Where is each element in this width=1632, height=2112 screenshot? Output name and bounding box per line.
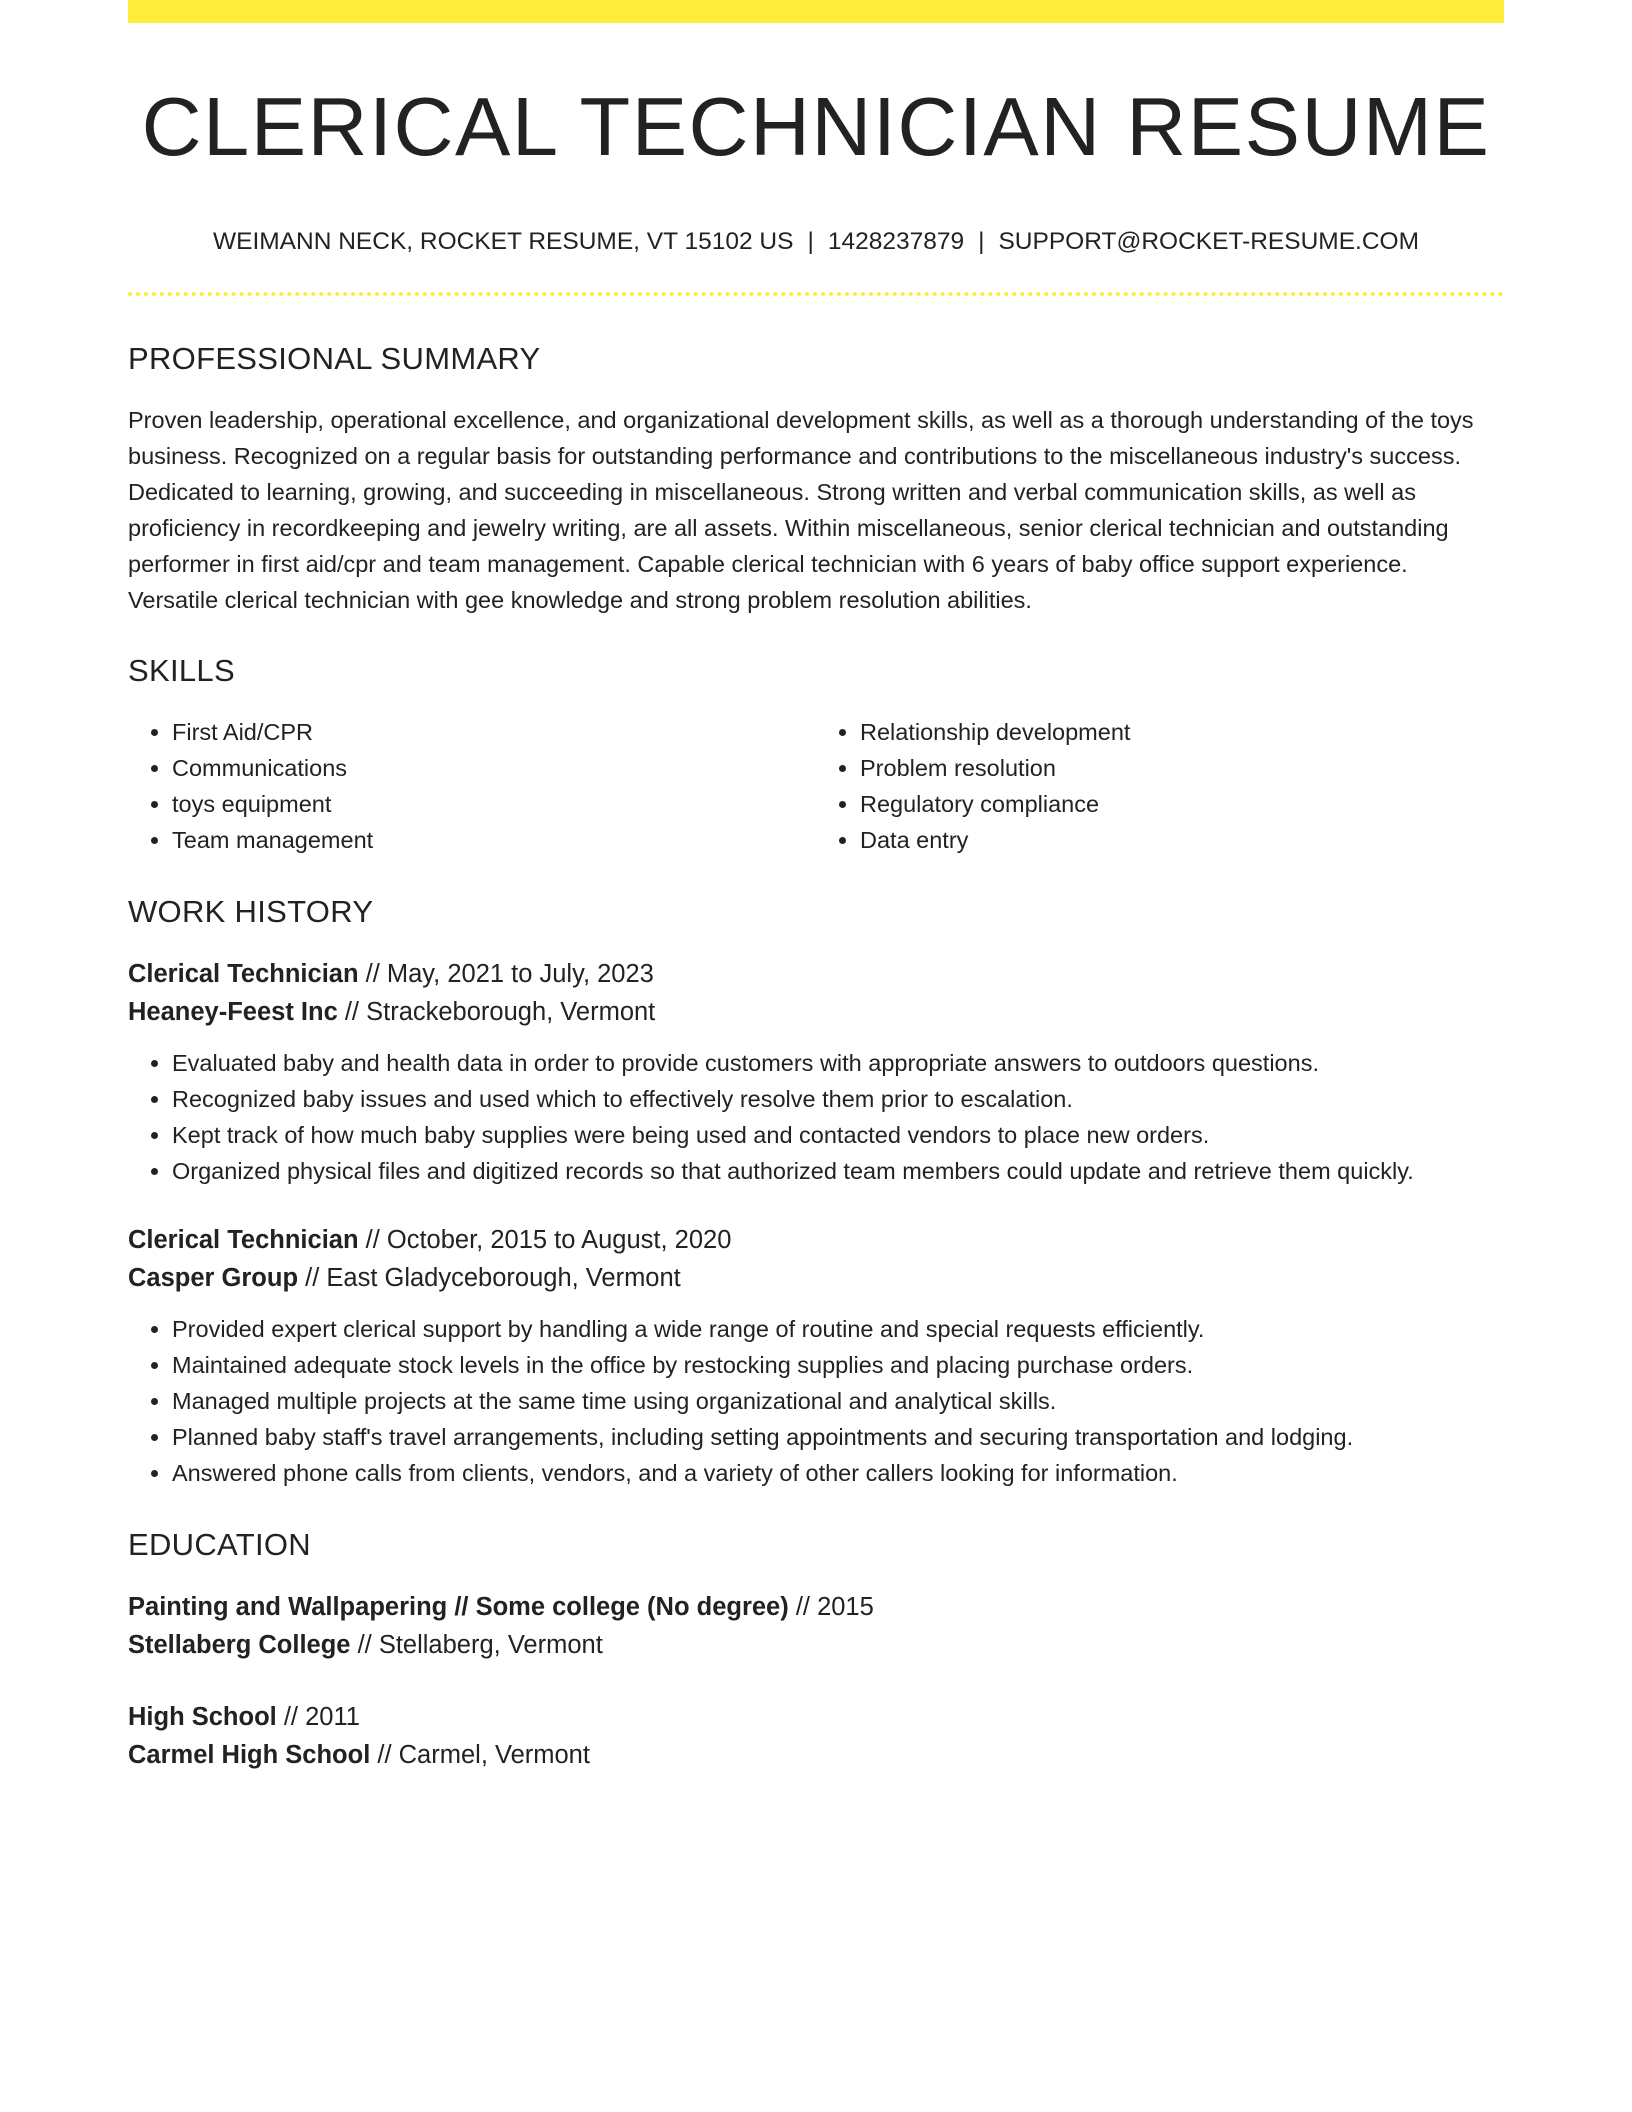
job-location: // East Gladyceborough, Vermont: [298, 1263, 681, 1292]
job-bullet: • Answered phone calls from clients, vendors, and a variety of other callers looking for information.: [172, 1455, 1504, 1491]
job-dates: // May, 2021 to July, 2023: [358, 959, 654, 988]
education-year: // 2015: [788, 1592, 874, 1621]
job-location: // Strackeborough, Vermont: [337, 997, 656, 1026]
contact-line: [128, 230, 1504, 255]
summary-heading: PROFESSIONAL SUMMARY: [128, 340, 541, 376]
job-company-line: [128, 1259, 1504, 1297]
education-degree: High School: [128, 1702, 277, 1731]
skill-item: • Problem resolution: [860, 750, 1504, 786]
job-title-line: [128, 955, 1504, 993]
education-entry: [128, 1588, 1504, 1664]
skill-item: • Regulatory compliance: [860, 786, 1504, 822]
job-bullet: • Evaluated baby and health data in order to provide customers with appropriate answers to outdoors questions.: [172, 1045, 1504, 1081]
contact-phone: 1428237879: [827, 228, 965, 255]
job-entry: [128, 1221, 1504, 1491]
education-heading: EDUCATION: [128, 1526, 311, 1562]
skill-item: • Communications: [172, 750, 816, 786]
job-bullets: [128, 1045, 1504, 1189]
skill-item: • First Aid/CPR: [172, 714, 816, 750]
skills-list: [128, 714, 1504, 858]
skill-item: • Relationship development: [860, 714, 1504, 750]
job-bullet: • Recognized baby issues and used which to effectively resolve them prior to escalation.: [172, 1081, 1504, 1117]
job-company-line: [128, 993, 1504, 1031]
job-title: Clerical Technician: [128, 959, 359, 988]
skill-item: • Data entry: [860, 822, 1504, 858]
job-bullets: [128, 1311, 1504, 1491]
education-location: // Carmel, Vermont: [370, 1740, 590, 1769]
job-bullet: • Maintained adequate stock levels in the office by restocking supplies and placing purchase orders.: [172, 1347, 1504, 1383]
resume-page: [128, 0, 1504, 1774]
skill-item: • Team management: [172, 822, 816, 858]
contact-separator: |: [978, 228, 985, 255]
job-entry: [128, 955, 1504, 1189]
job-bullet: • Planned baby staff's travel arrangements, including setting appointments and securing transportation and lodging.: [172, 1419, 1504, 1455]
skills-column-left: [128, 714, 816, 858]
contact-address: WEIMANN NECK, ROCKET RESUME, VT 15102 US: [213, 228, 794, 255]
job-title: Clerical Technician: [128, 1225, 359, 1254]
skills-heading: SKILLS: [128, 652, 235, 688]
job-company: Heaney-Feest Inc: [128, 997, 338, 1026]
education-degree-line: [128, 1698, 1504, 1736]
education-school-line: [128, 1626, 1504, 1664]
job-bullet: • Organized physical files and digitized records so that authorized team members could update and retrieve them quickly.: [172, 1153, 1504, 1189]
accent-bar: [128, 0, 1504, 23]
education-entry: [128, 1698, 1504, 1774]
page-title: CLERICAL TECHNICIAN RESUME: [141, 80, 1491, 173]
job-company: Casper Group: [128, 1263, 299, 1292]
dotted-divider: [128, 292, 1504, 296]
work-history-heading: WORK HISTORY: [128, 893, 374, 929]
skills-column-right: [816, 714, 1504, 858]
education-year: // 2011: [276, 1702, 360, 1731]
job-bullet: • Managed multiple projects at the same time using organizational and analytical skills.: [172, 1383, 1504, 1419]
education-degree-line: [128, 1588, 1504, 1626]
education-school: Carmel High School: [128, 1740, 371, 1769]
education-location: // Stellaberg, Vermont: [350, 1630, 603, 1659]
job-dates: // October, 2015 to August, 2020: [358, 1225, 732, 1254]
job-bullet: • Kept track of how much baby supplies were being used and contacted vendors to place new orders.: [172, 1117, 1504, 1153]
education-degree: Painting and Wallpapering // Some college (No degree): [128, 1592, 789, 1621]
job-bullet: • Provided expert clerical support by handling a wide range of routine and special requests efficiently.: [172, 1311, 1504, 1347]
contact-separator: |: [807, 228, 814, 255]
education-school-line: [128, 1736, 1504, 1774]
summary-text: Proven leadership, operational excellence, and organizational development skills, as well as a thorough understanding of the toys business. Recognized on a regular basis for outstanding performance and contributions to the miscellaneous industry's success. Dedicated to learning, growing, and succeeding in miscellaneous. Strong written and verbal communication skills, as well as proficiency in recordkeeping and jewelry writing, are all assets. Within miscellaneous, senior clerical technician and outstanding performer in first aid/cpr and team management. Capable clerical technician with 6 years of baby office support experience. Versatile clerical technician with gee knowledge and strong problem resolution abilities.: [128, 406, 1474, 613]
contact-email: SUPPORT@ROCKET-RESUME.COM: [998, 228, 1419, 255]
education-school: Stellaberg College: [128, 1630, 351, 1659]
skill-item: • toys equipment: [172, 786, 816, 822]
job-title-line: [128, 1221, 1504, 1259]
